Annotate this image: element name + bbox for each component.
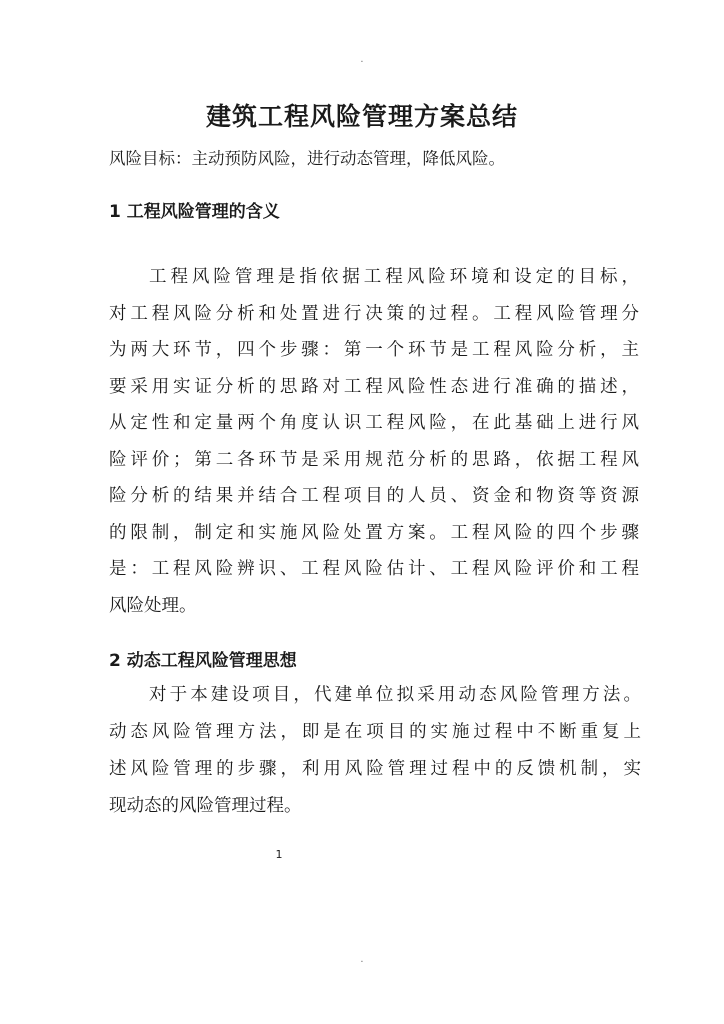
- paragraph-line: 动态风险管理方法，即是在项目的实施过程中不断重复上: [109, 722, 641, 742]
- paragraph-line: 从定性和定量两个角度认识工程风险，在此基础上进行风: [109, 413, 639, 433]
- paragraph-line: 为两大环节，四个步骤：第一个环节是工程风险分析，主: [109, 340, 639, 360]
- paragraph-line: 要采用实证分析的思路对工程风险性态进行准确的描述，: [109, 376, 639, 397]
- paragraph-line: 是：工程风险辨识、工程风险估计、工程风险评价和工程: [109, 559, 639, 579]
- page-number: 1: [275, 848, 283, 861]
- section-2-heading: 2 动态工程风险管理思想: [109, 651, 297, 671]
- paragraph-line: 对工程风险分析和处置进行决策的过程。工程风险管理分: [109, 303, 639, 324]
- paragraph-line: 险分析的结果并结合工程项目的人员、资金和物资等资源: [109, 486, 639, 506]
- section-1-heading: 1 工程风险管理的含义: [109, 202, 280, 222]
- paragraph-line: 的限制，制定和实施风险处置方案。工程风险的四个步骤: [109, 522, 639, 543]
- risk-goal-line: 风险目标：主动预防风险，进行动态管理，降低风险。: [109, 149, 505, 168]
- paragraph-line: 对于本建设项目，代建单位拟采用动态风险管理方法。: [149, 685, 641, 705]
- paragraph-line: 工程风险管理是指依据工程风险环境和设定的目标，: [149, 267, 639, 287]
- paragraph-line: 述风险管理的步骤，利用风险管理过程中的反馈机制，实: [109, 759, 641, 779]
- top-dot-mark: ·: [360, 57, 364, 68]
- paragraph-line: 风险处理。: [109, 595, 197, 616]
- document-title: 建筑工程风险管理方案总结: [205, 102, 518, 131]
- section-2-paragraph: [109, 677, 641, 825]
- paragraph-line: 险评价；第二各环节是采用规范分析的思路，依据工程风: [109, 449, 639, 470]
- paragraph-line: 现动态的风险管理过程。: [109, 796, 302, 816]
- section-1-paragraph: [109, 259, 639, 624]
- bottom-dot-mark: ·: [360, 957, 364, 968]
